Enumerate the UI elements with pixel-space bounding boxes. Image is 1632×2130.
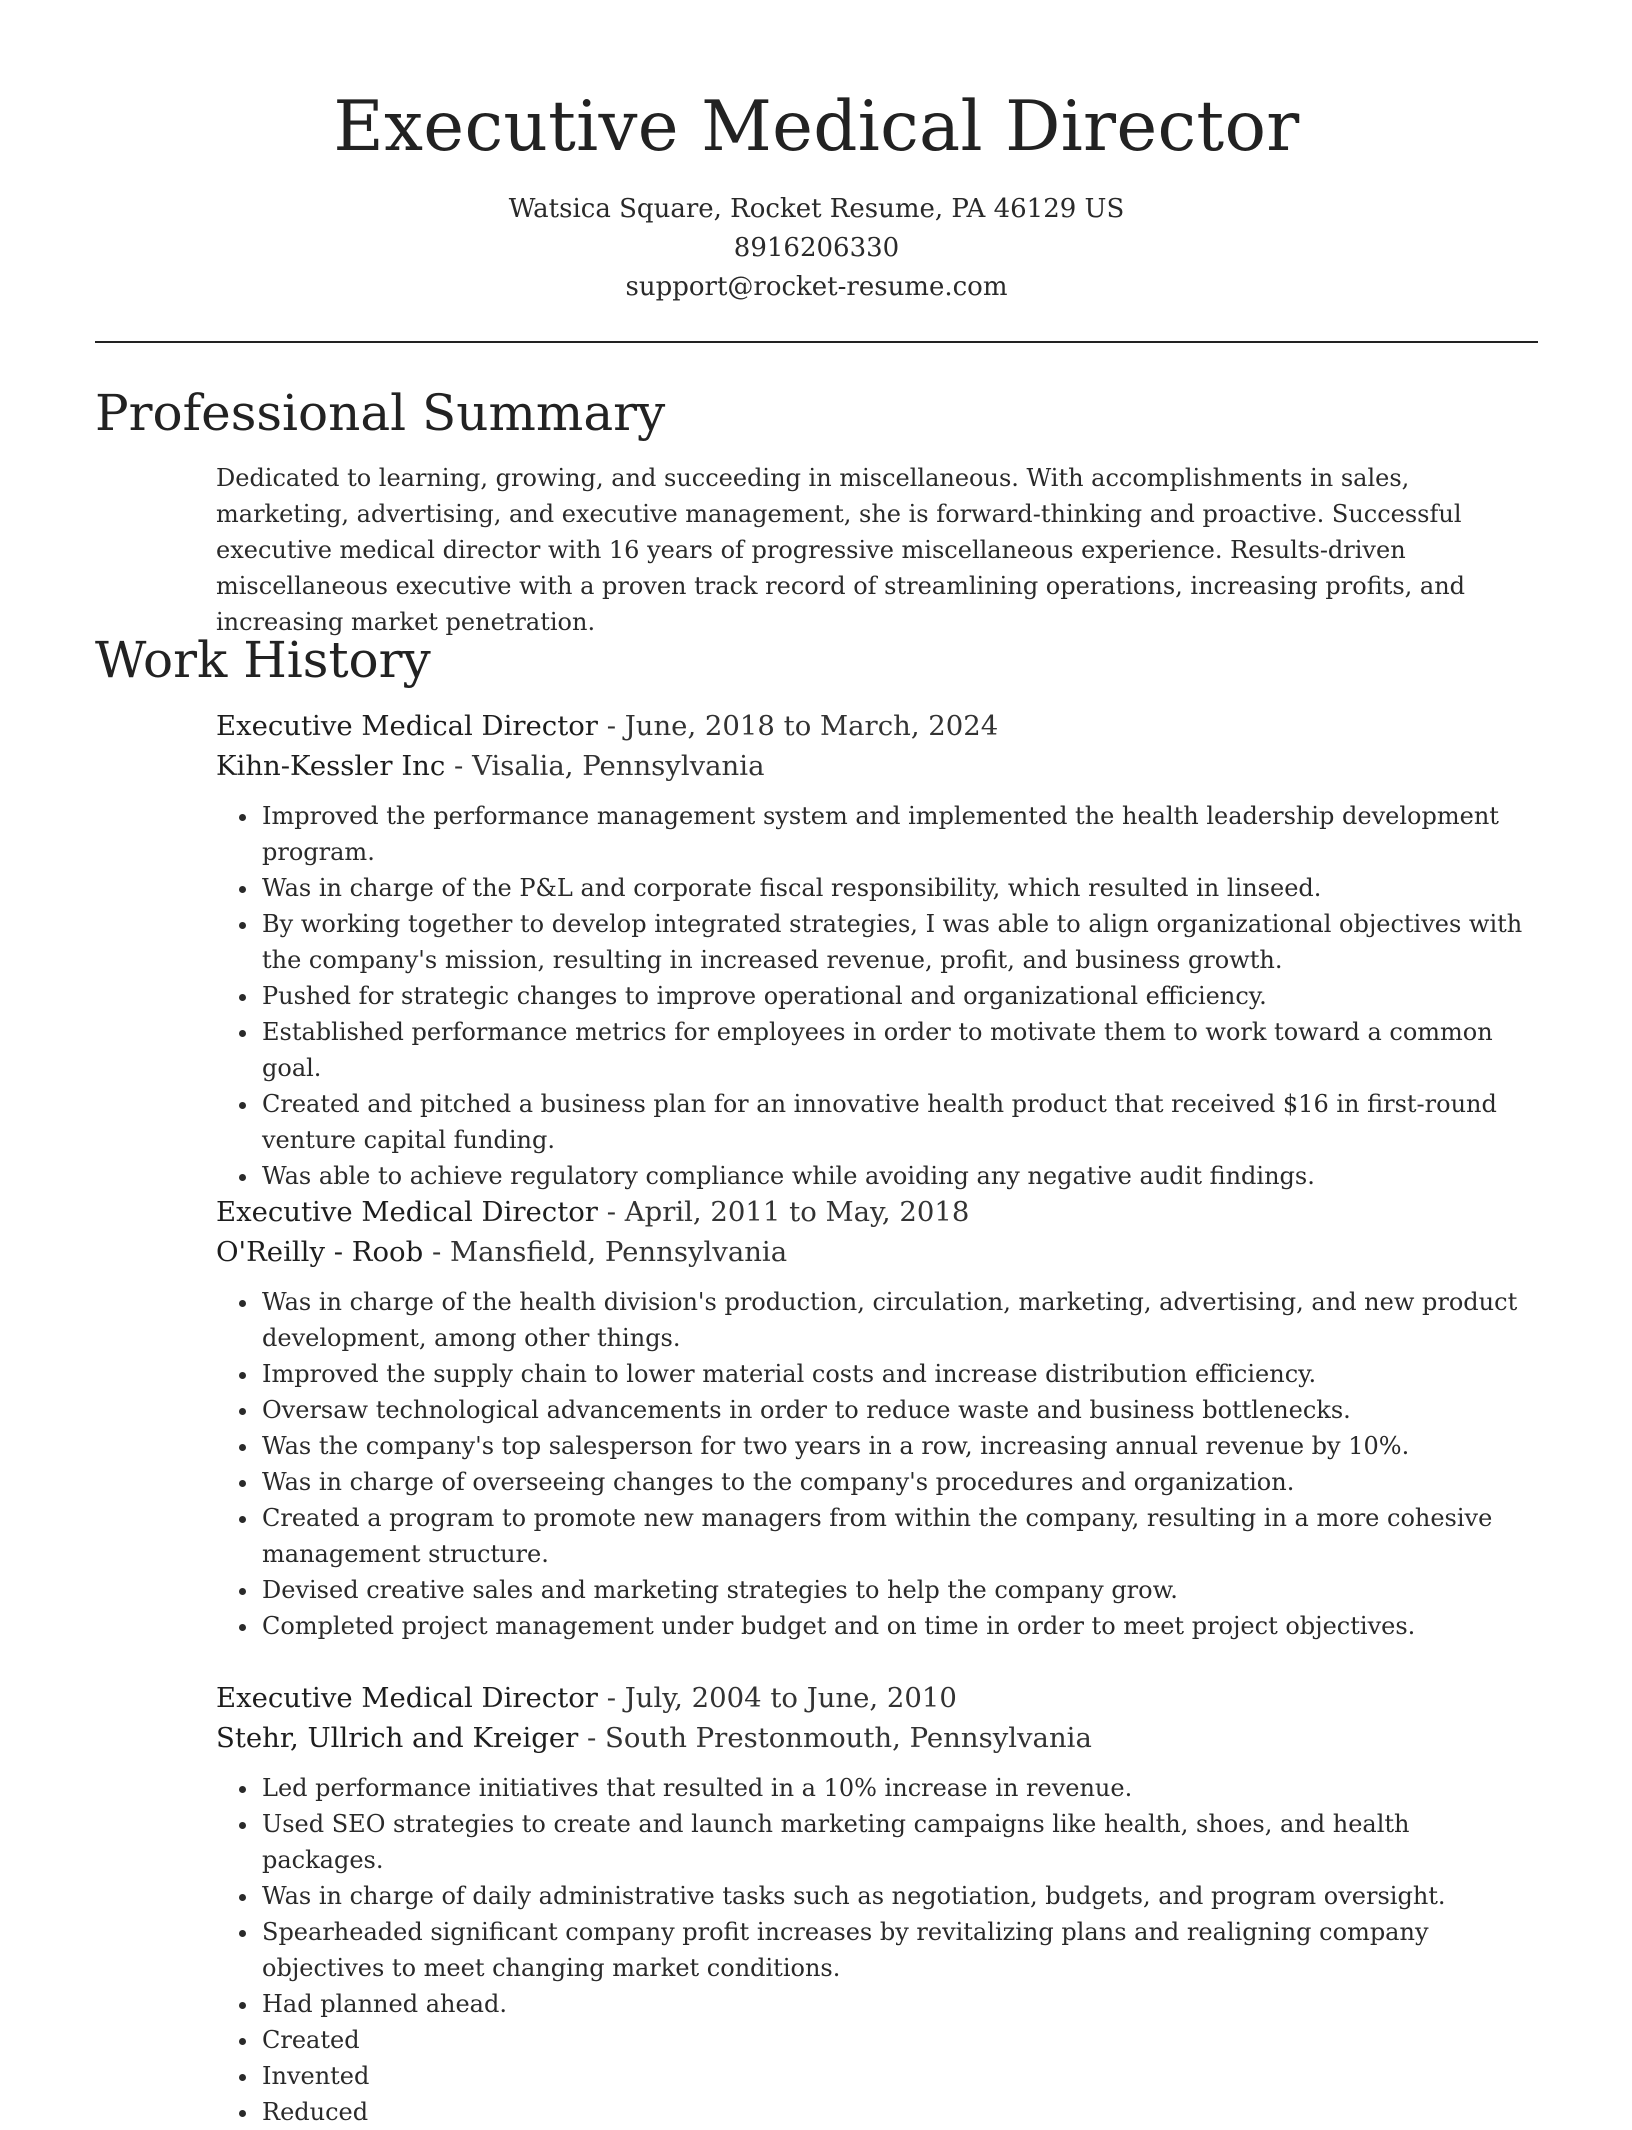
job-role: Executive Medical Director bbox=[216, 1196, 598, 1228]
bullet-item: • Reduced bbox=[260, 2094, 1538, 2130]
bullet-item: • Was in charge of daily administrative tasks such as negotiation, budgets, and program oversight. bbox=[260, 1878, 1538, 1914]
bullet-item: • Devised creative sales and marketing strategies to help the company grow. bbox=[260, 1572, 1538, 1608]
job-entry bbox=[216, 706, 1538, 1194]
contact-block bbox=[95, 190, 1538, 307]
job-company-line bbox=[216, 1718, 1538, 1758]
bullet-item: • Pushed for strategic changes to improve operational and organizational efficiency. bbox=[260, 978, 1538, 1014]
bullet-item: • Oversaw technological advancements in order to reduce waste and business bottlenecks. bbox=[260, 1392, 1538, 1428]
job-company: Kihn-Kessler Inc bbox=[216, 750, 446, 782]
bullet-item: • Improved the performance management system and implemented the health leadership development program. bbox=[260, 798, 1538, 870]
section-title-summary: Professional Summary bbox=[95, 384, 666, 442]
bullet-item: • Was in charge of the health division's production, circulation, marketing, advertising, and new product development, among other things. bbox=[260, 1284, 1538, 1356]
bullet-item: • Was able to achieve regulatory compliance while avoiding any negative audit findings. bbox=[260, 1158, 1538, 1194]
bullet-item: • Spearheaded significant company profit increases by revitalizing plans and realigning company objectives to meet changing market conditions. bbox=[260, 1914, 1538, 1986]
bullet-item: • Had planned ahead. bbox=[260, 1986, 1538, 2022]
bullet-item: • Created and pitched a business plan for an innovative health product that received $16 in first-round venture capital funding. bbox=[260, 1086, 1538, 1158]
job-role: Executive Medical Director bbox=[216, 1682, 598, 1714]
job-bullets bbox=[216, 1770, 1538, 2130]
bullet-item: • Created a program to promote new managers from within the company, resulting in a more cohesive management structure. bbox=[260, 1500, 1538, 1572]
job-entry bbox=[216, 1678, 1538, 2130]
job-dates: - July, 2004 to June, 2010 bbox=[597, 1682, 957, 1714]
contact-email: support@rocket-resume.com bbox=[625, 272, 1008, 302]
job-company-line bbox=[216, 746, 1538, 786]
job-title-line bbox=[216, 1678, 1538, 1718]
job-company: O'Reilly - Roob bbox=[216, 1236, 424, 1268]
job-location: - South Prestonmouth, Pennsylvania bbox=[578, 1722, 1092, 1754]
job-company-line bbox=[216, 1232, 1538, 1272]
job-title-line bbox=[216, 706, 1538, 746]
bullet-item: • By working together to develop integrated strategies, I was able to align organizational objectives with the company's mission, resulting in increased revenue, profit, and business growth. bbox=[260, 906, 1538, 978]
job-entry bbox=[216, 1192, 1538, 1644]
header-divider bbox=[95, 341, 1538, 343]
bullet-item: • Led performance initiatives that resulted in a 10% increase in revenue. bbox=[260, 1770, 1538, 1806]
section-title-work-history: Work History bbox=[95, 631, 431, 689]
bullet-item: • Used SEO strategies to create and launch marketing campaigns like health, shoes, and health packages. bbox=[260, 1806, 1538, 1878]
bullet-item: • Completed project management under budget and on time in order to meet project objectives. bbox=[260, 1608, 1538, 1644]
job-bullets bbox=[216, 798, 1538, 1194]
summary-text: Dedicated to learning, growing, and succeeding in miscellaneous. With accomplishments in sales, marketing, advertising, and executive management, she is forward-thinking and proactive. Successful executive medical director with 16 years of progressive miscellaneous experience. Results-driven miscellaneous executive with a proven track record of streamlining operations, increasing profits, and increasing market penetration. bbox=[216, 464, 1466, 636]
bullet-item: • Created bbox=[260, 2022, 1538, 2058]
bullet-item: • Was in charge of overseeing changes to the company's procedures and organization. bbox=[260, 1464, 1538, 1500]
job-dates: - June, 2018 to March, 2024 bbox=[597, 710, 999, 742]
job-location: - Mansfield, Pennsylvania bbox=[423, 1236, 788, 1268]
bullet-item: • Invented bbox=[260, 2058, 1538, 2094]
contact-phone: 8916206330 bbox=[733, 233, 900, 263]
job-dates: - April, 2011 to May, 2018 bbox=[597, 1196, 970, 1228]
job-company: Stehr, Ullrich and Kreiger bbox=[216, 1722, 579, 1754]
bullet-item: • Was in charge of the P&L and corporate fiscal responsibility, which resulted in linseed. bbox=[260, 870, 1538, 906]
bullet-item: • Was the company's top salesperson for two years in a row, increasing annual revenue by 10%. bbox=[260, 1428, 1538, 1464]
candidate-title: Executive Medical Director bbox=[333, 87, 1300, 167]
job-location: - Visalia, Pennsylvania bbox=[445, 750, 765, 782]
contact-address: Watsica Square, Rocket Resume, PA 46129 US bbox=[508, 194, 1125, 224]
bullet-item: • Established performance metrics for employees in order to motivate them to work toward a common goal. bbox=[260, 1014, 1538, 1086]
job-bullets bbox=[216, 1284, 1538, 1644]
resume-header bbox=[95, 78, 1538, 307]
bullet-item: • Improved the supply chain to lower material costs and increase distribution efficiency. bbox=[260, 1356, 1538, 1392]
job-title-line bbox=[216, 1192, 1538, 1232]
job-role: Executive Medical Director bbox=[216, 710, 598, 742]
